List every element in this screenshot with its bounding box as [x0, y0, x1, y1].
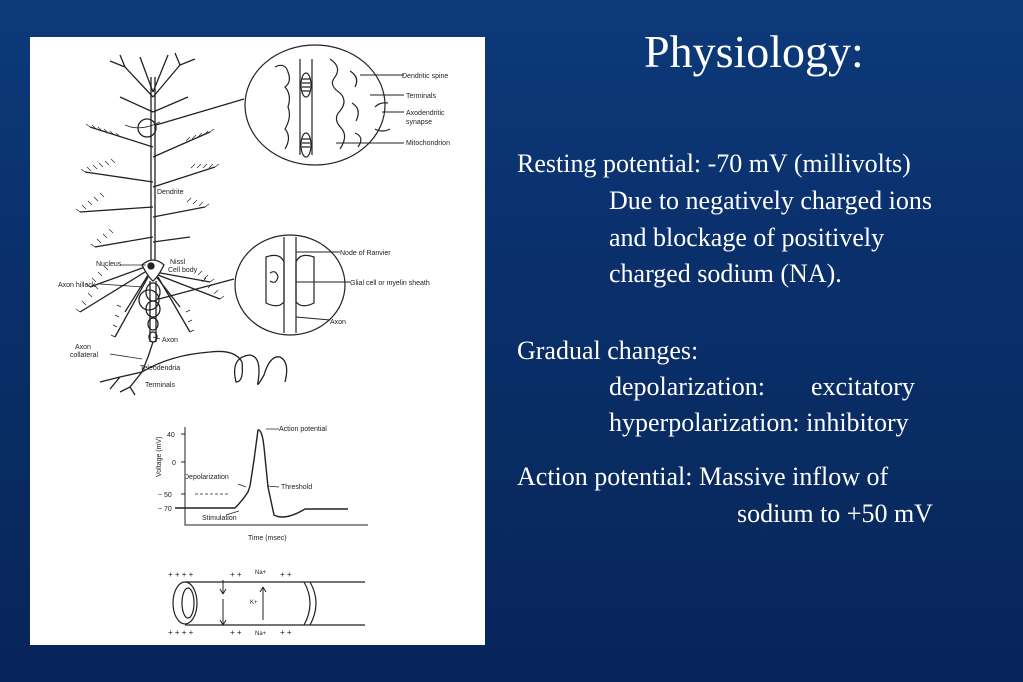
ytick-40: 40	[167, 432, 175, 439]
label-threshold: Threshold	[281, 484, 313, 491]
action-potential-graph	[156, 426, 368, 542]
depolarization-term: depolarization:	[609, 372, 765, 401]
label-terminals-bottom: Terminals	[145, 382, 175, 389]
label-nissl: Nissl	[170, 259, 186, 266]
resting-potential-heading: Resting potential: -70 mV (millivolts)	[517, 149, 911, 178]
channel-na-top: Na+	[255, 570, 267, 576]
label-cell-body: Cell body	[168, 267, 198, 274]
depolarization-effect: excitatory	[810, 372, 915, 401]
label-synapse: synapse	[406, 119, 433, 126]
label-terminals-top: Terminals	[406, 93, 436, 100]
gradual-changes-heading: Gradual changes:	[517, 336, 699, 365]
resting-line-3: charged sodium (NA).	[609, 259, 842, 288]
depolarization-line	[609, 369, 915, 405]
label-mitochondrion: Mitochondrion	[406, 140, 450, 147]
graph-ylabel: Voltage (mV)	[156, 436, 163, 477]
label-axon-right: Axon	[330, 319, 346, 326]
label-action-potential: Action potential	[279, 426, 327, 433]
channel-top-plus-3: + +	[280, 570, 292, 579]
label-axon-hillock: Axon hillock	[58, 282, 96, 289]
label-axon-collateral-2: collateral	[70, 352, 99, 359]
action-potential-heading: Action potential: Massive inflow of	[517, 462, 889, 491]
channel-k: K+	[250, 600, 258, 606]
resting-line-2: and blockage of positively	[609, 223, 885, 252]
label-nucleus: Nucleus	[96, 261, 122, 268]
ytick-minus-50: − 50	[158, 492, 172, 499]
channel-top-plus-2: + +	[230, 570, 242, 579]
channel-bottom-plus-1: + + + +	[168, 628, 194, 637]
label-axon-collateral-1: Axon	[75, 344, 91, 351]
synapse-magnification	[245, 45, 404, 165]
neuron-diagram	[30, 37, 485, 645]
label-dendrite: Dendrite	[157, 189, 184, 196]
label-axon-left: Axon	[162, 337, 178, 344]
channel-bottom-plus-3: + +	[280, 628, 292, 637]
ion-channel-diagram	[173, 580, 365, 625]
channel-na-bottom: Na+	[255, 631, 267, 637]
label-depolarization: Depolarization	[184, 474, 229, 481]
channel-top-plus-1: + + + +	[168, 570, 194, 579]
label-axodendritic: Axodendritic	[406, 110, 445, 117]
hyperpolarization-line: hyperpolarization: inhibitory	[609, 408, 909, 437]
resting-line-1: Due to negatively charged ions	[609, 186, 932, 215]
graph-xlabel: Time (msec)	[248, 535, 287, 542]
action-potential-continuation: sodium to +50 mV	[737, 499, 933, 528]
label-node-of-ranvier: Node of Ranvier	[340, 250, 391, 257]
ytick-0: 0	[172, 460, 176, 467]
label-stimulation: Stimulation	[202, 515, 237, 522]
slide-title: Physiology:	[644, 26, 864, 77]
label-teleodendria: Teleodendria	[140, 365, 181, 372]
channel-bottom-plus-2: + +	[230, 628, 242, 637]
ytick-minus-70: − 70	[158, 506, 172, 513]
label-glial: Glial cell or myelin sheath	[350, 280, 430, 287]
label-dendritic-spine: Dendritic spine	[402, 73, 449, 80]
neuron-figure	[30, 37, 485, 645]
